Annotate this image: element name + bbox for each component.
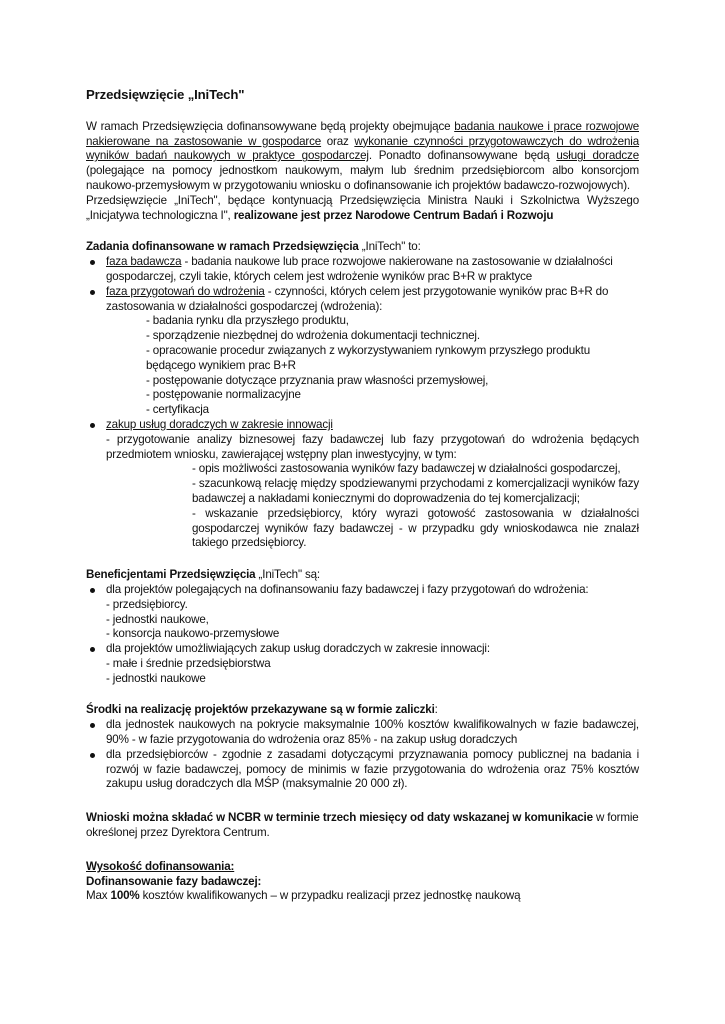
sub-item: - jednostki naukowe, bbox=[106, 612, 209, 626]
tasks-heading-rest: „IniTech" to: bbox=[358, 240, 421, 254]
applications-rest: w formie określonej przez Dyrektora Centrum. bbox=[86, 811, 639, 840]
beneficiaries-item-2: dla projektów umożliwiających zakup usług doradczych w zakresie innowacji: bbox=[106, 642, 490, 656]
intro-text-3: . Ponadto dofinansowywane będą bbox=[368, 149, 557, 163]
tasks-heading bbox=[86, 240, 639, 255]
task-phase-preparation-desc: - czynności, których celem jest przygotowanie wyników prac B+R do zastosowania w działalności gospodarczej (wdrożenia): bbox=[106, 284, 609, 313]
list-item bbox=[86, 418, 639, 551]
sub-item: - szacunkową relację między spodziewanymi przychodami z komercjalizacji wyników fazy badawczej a nakładami koniecznymi do doprowadzenia do tej komercjalizacji; bbox=[192, 477, 639, 505]
document-body bbox=[86, 88, 639, 904]
task-advisory-desc: - przygotowanie analizy biznesowej fazy badawczej lub fazy przygotowań do wdrożenia będących przedmiotem wniosku, zawierającej wstępny plan inwestycyjny, w tym: bbox=[106, 432, 639, 461]
sub-item: - opracowanie procedur związanych z wykorzystywaniem rynkowym przyszłego produktu będącego wynikiem prac B+R bbox=[146, 343, 591, 372]
intro-underline-advisory: usługi doradcze bbox=[556, 149, 640, 163]
list-item bbox=[86, 255, 639, 285]
tasks-heading-bold: Zadania dofinansowane w ramach Przedsięwzięcia bbox=[86, 240, 359, 254]
intro-continuation bbox=[86, 194, 639, 224]
sub-item: - certyfikacja bbox=[146, 403, 209, 417]
funding-heading bbox=[86, 860, 639, 875]
sub-item: - badania rynku dla przyszłego produktu, bbox=[146, 314, 349, 328]
sub-item: - postępowanie dotyczące przyznania praw własności przemysłowej, bbox=[146, 373, 489, 387]
beneficiaries-sublist-2 bbox=[106, 657, 639, 687]
page-title: Przedsięwzięcie „IniTech" bbox=[86, 87, 245, 102]
sub-item: - wskazanie przedsiębiorcy, który wyrazi gotowość zastosowania w działalności gospodarczej wyników fazy badawczej - w przypadku gdy wnioskodawca nie znalazł takiego przedsiębiorcy. bbox=[192, 506, 639, 550]
intro-text-1: W ramach Przedsięwzięcia dofinansowywane będą projekty obejmujące bbox=[86, 119, 455, 133]
list-item bbox=[86, 642, 639, 686]
funds-heading bbox=[86, 703, 639, 718]
list-item bbox=[86, 718, 639, 748]
sub-item: - jednostki naukowe bbox=[106, 671, 206, 685]
funding-line bbox=[86, 889, 639, 904]
sub-item: - przedsiębiorcy. bbox=[106, 597, 188, 611]
task-advisory: zakup usług doradczych w zakresie innowacji bbox=[106, 417, 333, 431]
list-item bbox=[86, 583, 639, 642]
beneficiaries-heading bbox=[86, 568, 639, 583]
intro-text-5: Przedsięwzięcie „IniTech", będące kontynuacją Przedsięwzięcia Ministra Nauki i Szkolnictwa Wyższego „Inicjatywa technologiczna I", bbox=[86, 193, 639, 222]
preparation-sublist bbox=[106, 314, 639, 418]
funds-item-2: dla przedsiębiorców - zgodnie z zasadami dotyczącymi przyznawania pomocy publicznej na badania i rozwój w fazie badawczej, pomocy de minimis w fazie przygotowania do wdrożenia oraz 75% kosztów zakupu usług doradczych dla MŚP (maksymalnie 20 000 zł). bbox=[106, 747, 639, 791]
applications-paragraph bbox=[86, 811, 639, 841]
list-item bbox=[86, 285, 639, 418]
sub-item: - sporządzenie niezbędnej do wdrożenia dokumentacji technicznej. bbox=[146, 329, 480, 343]
funds-heading-bold: Środki na realizację projektów przekazywane są w formie zaliczki bbox=[86, 703, 435, 717]
intro-text-2: oraz bbox=[321, 134, 355, 148]
tasks-list bbox=[86, 255, 639, 551]
funds-heading-rest: : bbox=[434, 703, 438, 717]
beneficiaries-heading-bold: Beneficjentami Przedsięwzięcia bbox=[86, 568, 256, 582]
intro-bold-ncbr: realizowane jest przez Narodowe Centrum Badań i Rozwoju bbox=[233, 208, 554, 222]
funds-item-1: dla jednostek naukowych na pokrycie maksymalnie 100% kosztów kwalifikowalnych w fazie badawczej, 90% - w fazie przygotowania do wdrożenia oraz 85% - na zakup usług doradczych bbox=[106, 718, 639, 747]
intro-paragraph bbox=[86, 120, 639, 194]
intro-text-4: (polegające na pomocy jednostkom naukowym, małym lub średnim przedsiębiorcom albo konsorcjom naukowo-przemysłowym w przygotowaniu wniosku o dofinansowanie ich projektów badawczo-rozwojowych). bbox=[86, 164, 639, 192]
intro-underline-research: badania naukowe i prace rozwojowe nakierowane na zastosowanie w gospodarce bbox=[86, 119, 639, 148]
beneficiaries-sublist-1 bbox=[106, 598, 639, 642]
funding-line-bold: 100% bbox=[110, 889, 140, 903]
funding-line-post: kosztów kwalifikowanych – w przypadku realizacji przez jednostkę naukową bbox=[139, 889, 521, 903]
funding-heading-text: Wysokość dofinansowania: bbox=[86, 859, 235, 873]
task-phase-research-desc: - badania naukowe lub prace rozwojowe nakierowane na zastosowanie w działalności gospodarczej, czyli takie, których celem jest wdrożenie wyników prac B+R w praktyce bbox=[106, 255, 613, 283]
funds-list bbox=[86, 718, 639, 792]
sub-item: - małe i średnie przedsiębiorstwa bbox=[106, 656, 271, 670]
funding-subheading bbox=[86, 875, 639, 890]
sub-item: - opis możliwości zastosowania wyników fazy badawczej w działalności gospodarczej, bbox=[192, 462, 621, 476]
funding-line-pre: Max bbox=[86, 889, 111, 903]
list-item bbox=[86, 748, 639, 792]
advisory-sublist bbox=[106, 462, 639, 551]
beneficiaries-item-1: dla projektów polegających na dofinansowaniu fazy badawczej i fazy przygotowań do wdrożenia: bbox=[106, 582, 589, 596]
applications-bold: Wnioski można składać w NCBR w terminie trzech miesięcy od daty wskazanej w komunikacie bbox=[86, 811, 593, 825]
beneficiaries-list bbox=[86, 583, 639, 687]
sub-item: - postępowanie normalizacyjne bbox=[146, 388, 301, 402]
intro-underline-preparation: wykonanie czynności przygotowawczych do wdrożenia wyników badań naukowych w praktyce gospodarczej bbox=[86, 134, 639, 163]
task-phase-research: faza badawcza bbox=[106, 255, 182, 269]
sub-item: - konsorcja naukowo-przemysłowe bbox=[106, 627, 280, 641]
task-phase-preparation: faza przygotowań do wdrożenia bbox=[106, 284, 265, 298]
beneficiaries-heading-rest: „IniTech" są: bbox=[255, 568, 321, 582]
funding-subheading-text: Dofinansowanie fazy badawczej: bbox=[86, 874, 262, 888]
